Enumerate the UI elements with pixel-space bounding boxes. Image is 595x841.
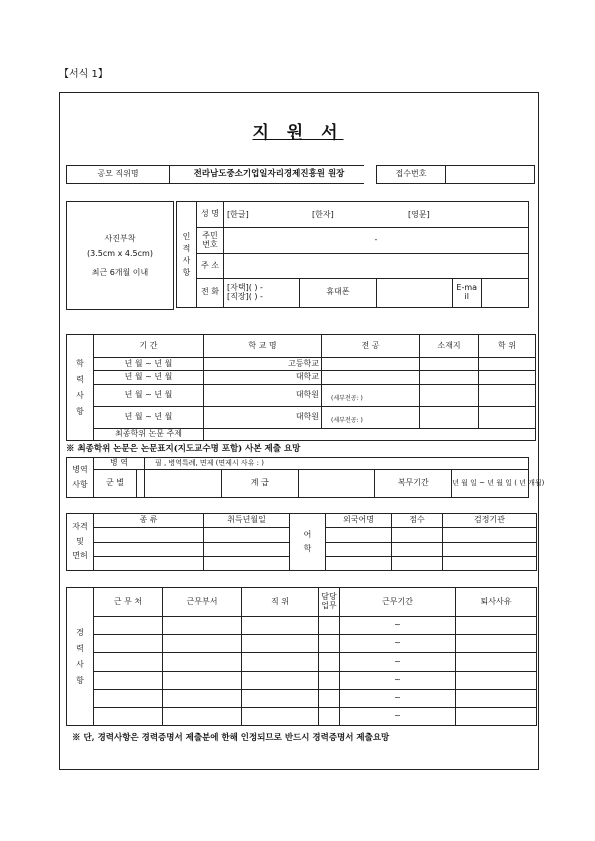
military-rank-field[interactable] — [298, 470, 375, 498]
education-table — [66, 334, 536, 441]
edu-major-note[interactable]: (세부전공: ) — [322, 384, 420, 406]
edu-school[interactable]: 대학원 — [204, 406, 322, 428]
thesis-label: 최종학위 논문 주제 — [94, 428, 204, 440]
edu-school[interactable]: 고등학교 — [204, 358, 322, 371]
receipt-label: 접수번호 — [377, 166, 446, 184]
footer-note: ※ 단, 경력사항은 경력증명서 제출분에 한해 인정되므로 반드시 경력증명서 제출요망 — [72, 733, 390, 743]
career-table — [66, 587, 537, 726]
license-header-type: 종 류 — [94, 514, 204, 528]
position-label: 공모 직위명 — [67, 166, 170, 184]
career-header-period: 근무기간 — [340, 588, 456, 617]
photo-recent: 최근 6개월 이내 — [91, 268, 149, 277]
license-table — [66, 513, 537, 571]
education-side-label: 학 력 사 항 — [67, 335, 94, 441]
career-header-reason: 퇴사사유 — [456, 588, 537, 617]
edu-school[interactable]: 대학원 — [204, 384, 322, 406]
photo-box[interactable] — [66, 201, 174, 310]
phone-field[interactable]: [자택]( ) - [직장]( ) - — [224, 278, 300, 307]
edu-header-school: 학 교 명 — [204, 335, 322, 358]
career-header-duty: 담당 업무 — [319, 588, 340, 617]
career-side-label: 경 력 사 항 — [67, 588, 94, 726]
edu-period[interactable]: 년 월 ~ 년 월 — [94, 384, 204, 406]
mobile-label: 휴대폰 — [300, 278, 376, 307]
language-side-label: 어 학 — [290, 514, 326, 571]
military-unit-field[interactable] — [145, 470, 222, 498]
military-table — [66, 457, 545, 498]
name-field[interactable]: [한글] [한자] [영문] — [224, 202, 529, 228]
photo-label: 사진부착 — [104, 234, 136, 243]
rrn-label: 주민 번호 — [197, 228, 224, 254]
edu-header-major: 전 공 — [322, 335, 420, 358]
form-label: 【서식 1】 — [59, 69, 108, 80]
edu-header-degree: 학 위 — [479, 335, 536, 358]
career-header-position: 직 위 — [242, 588, 319, 617]
edu-major-note[interactable]: (세부전공: ) — [322, 406, 420, 428]
mobile-field[interactable] — [376, 278, 452, 307]
license-side-label: 자격 및 면허 — [67, 514, 94, 571]
personal-table — [176, 201, 529, 308]
career-period[interactable]: ~ — [340, 617, 456, 635]
position-value[interactable]: 전라남도중소기업일자리경제진흥원 원장 — [170, 166, 369, 184]
position-table — [66, 165, 535, 184]
career-period[interactable]: ~ — [340, 635, 456, 653]
career-header-company: 근 무 처 — [94, 588, 163, 617]
license-header-date: 취득년월일 — [204, 514, 290, 528]
military-unit-label: 군 별 — [94, 470, 145, 498]
edu-header-period: 기 간 — [94, 335, 204, 358]
lang-header-org: 검정기관 — [443, 514, 537, 528]
career-header-dept: 근무부서 — [163, 588, 242, 617]
name-label: 성 명 — [197, 202, 224, 228]
career-period[interactable]: ~ — [340, 671, 456, 689]
address-field[interactable] — [224, 254, 529, 278]
thesis-field[interactable] — [204, 428, 536, 440]
thesis-note: ※ 최종학위 논문은 논문표지(지도교수명 포함) 사본 제출 요망 — [66, 444, 301, 454]
personal-side-label: 인 적 사 항 — [177, 202, 197, 308]
edu-period[interactable]: 년 월 ~ 년 월 — [94, 406, 204, 428]
edu-period[interactable]: 년 월 ~ 년 월 — [94, 358, 204, 371]
address-label: 주 소 — [197, 254, 224, 278]
edu-school[interactable]: 대학교 — [204, 371, 322, 384]
military-period-label: 복무기간 — [375, 470, 452, 498]
receipt-value[interactable] — [446, 166, 535, 184]
military-side-label: 병역 사항 — [67, 458, 94, 498]
edu-header-location: 소재지 — [420, 335, 479, 358]
career-period[interactable]: ~ — [340, 707, 456, 725]
email-label: E-ma il — [453, 279, 482, 307]
military-rank-label: 계 급 — [221, 470, 298, 498]
career-period[interactable]: ~ — [340, 653, 456, 671]
military-period-field[interactable]: 년 월 일 ~ 년 월 일 ( 년 개월) — [452, 470, 529, 498]
phone-label: 전 화 — [197, 278, 224, 307]
career-period[interactable]: ~ — [340, 689, 456, 707]
rrn-field[interactable]: - — [224, 228, 529, 254]
page-title: 지 원 서 — [252, 123, 344, 143]
edu-period[interactable]: 년 월 ~ 년 월 — [94, 371, 204, 384]
military-branch-label: 병 역 — [94, 458, 145, 470]
photo-size: (3.5cm x 4.5cm) — [87, 249, 153, 258]
lang-header-score: 점수 — [392, 514, 443, 528]
email-cell[interactable] — [452, 278, 528, 307]
lang-header-name: 외국어명 — [326, 514, 392, 528]
military-branch-field[interactable]: 필 , 병역특례, 면제 (면제시 사유 : ) — [145, 458, 529, 470]
